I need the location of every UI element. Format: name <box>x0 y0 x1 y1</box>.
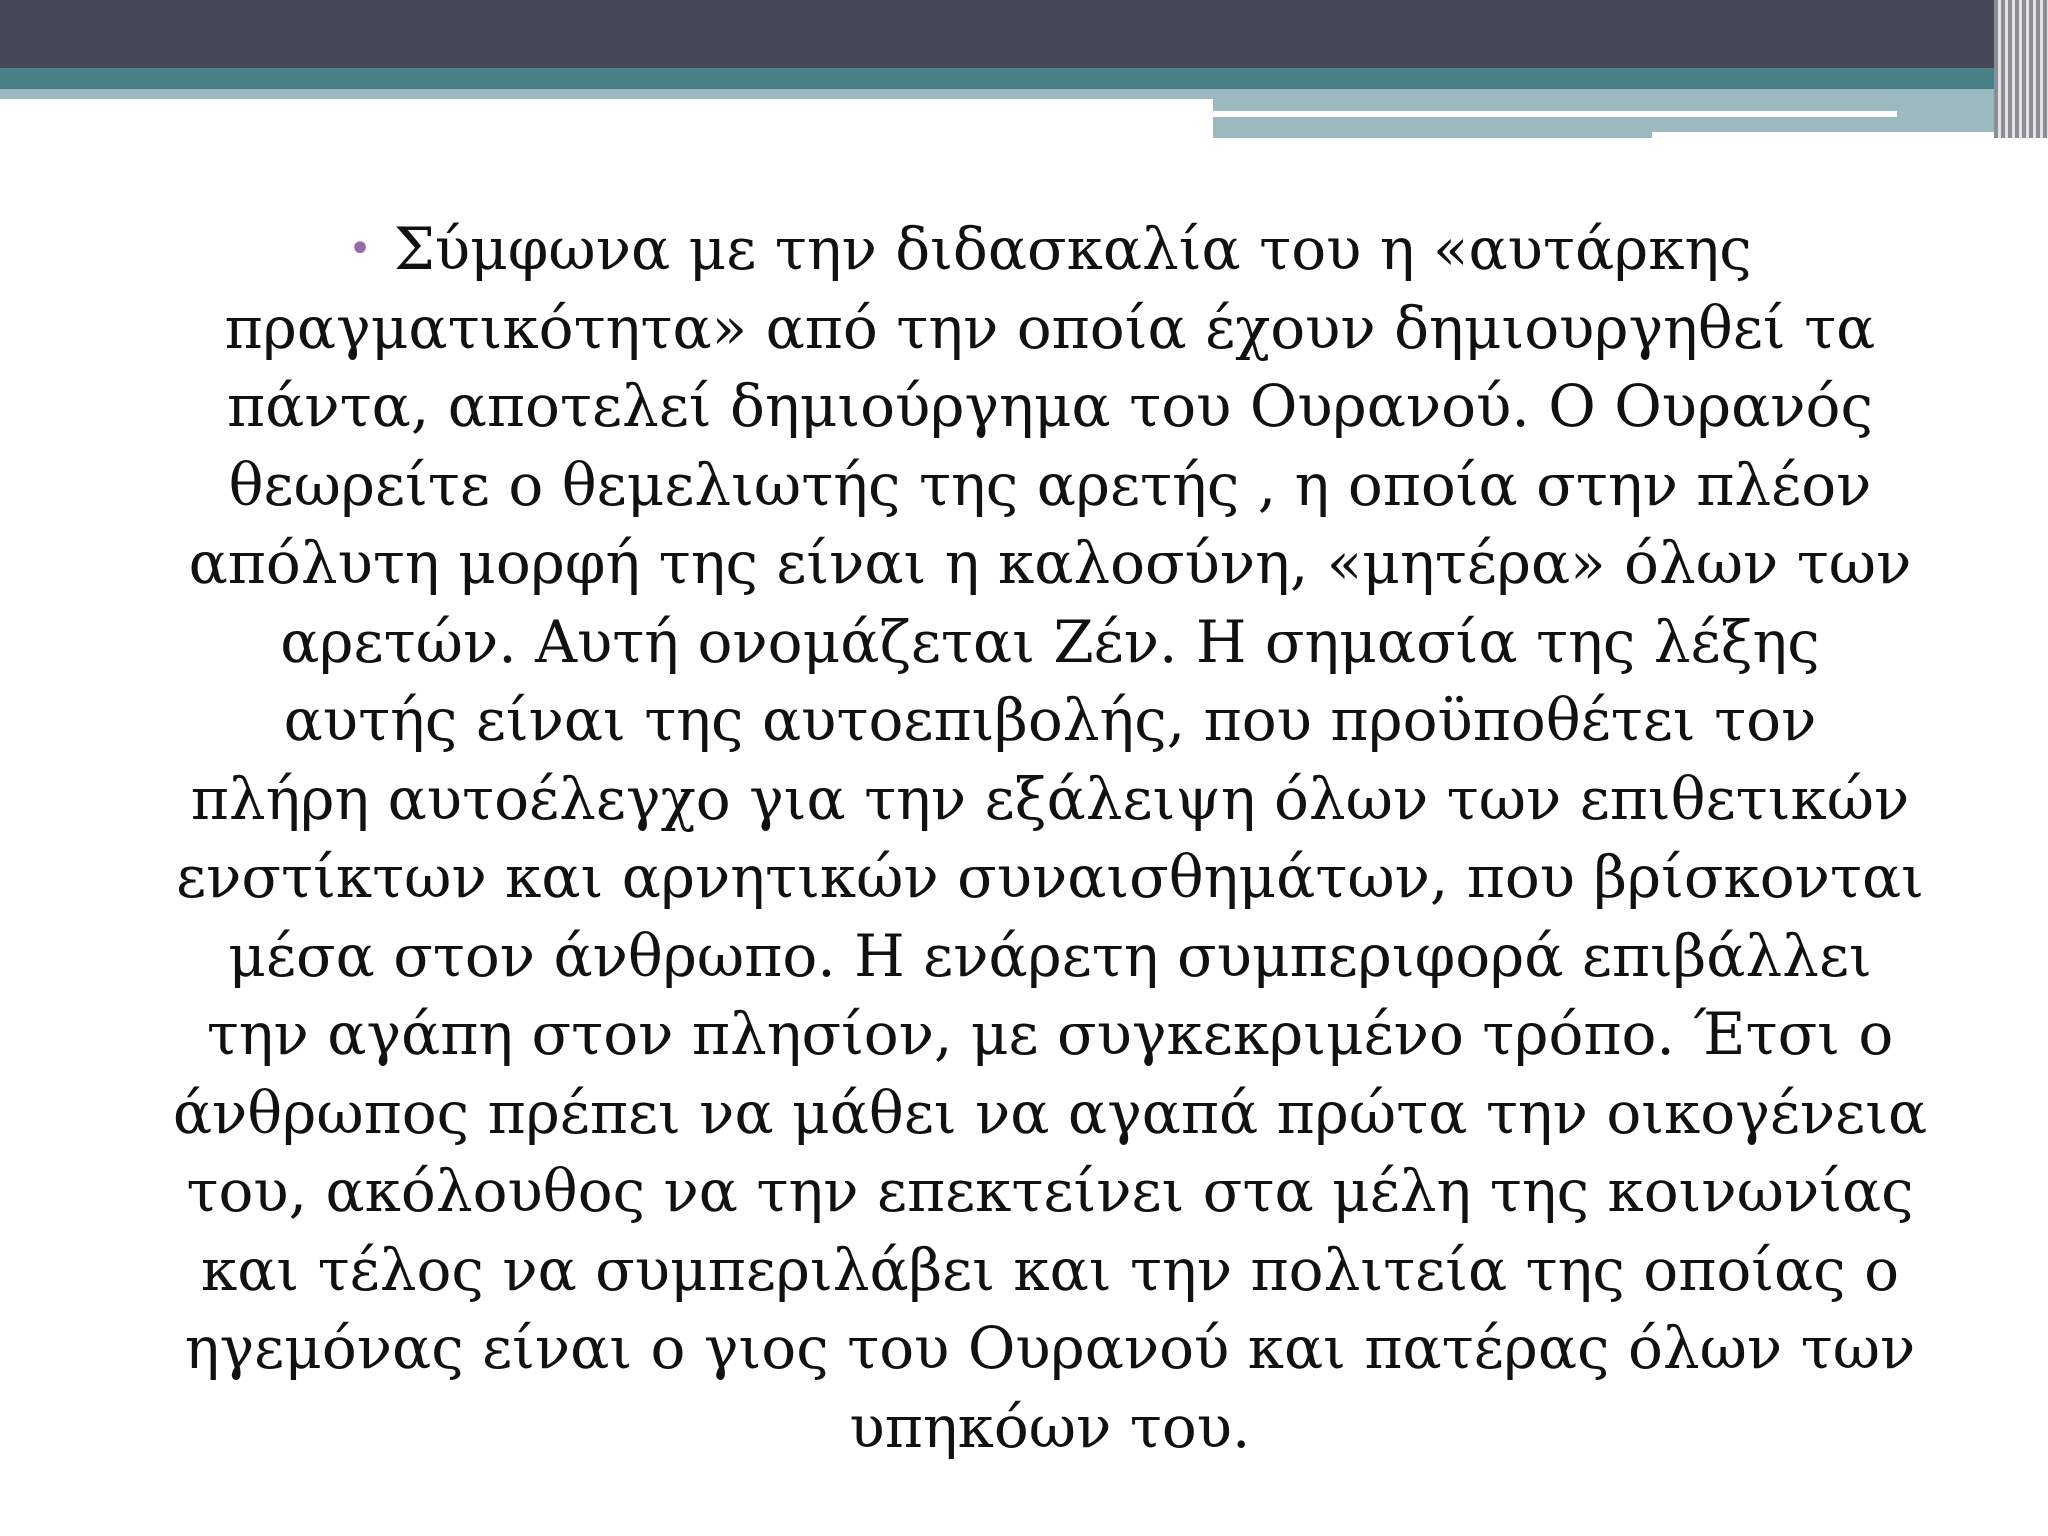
text-line-1 <box>160 210 1940 289</box>
slide-body-text <box>160 210 1940 1466</box>
text-line-9: ενστίκτων και αρνητικών συναισθημάτων, που βρίσκονται <box>176 843 1924 911</box>
text-line-16: υπηκόων του. <box>849 1392 1251 1461</box>
header-light-band-left <box>0 89 1213 99</box>
header-white-line <box>1213 111 1897 117</box>
text-line-15: ηγεμόνας είναι ο γιος του Ουρανού και πατέρας όλων των <box>184 1314 1916 1382</box>
header-teal-band <box>0 68 2048 89</box>
text-line-14: και τέλος να συμπεριλάβει και την πολιτεία της οποίας ο <box>200 1235 1900 1304</box>
text-line-6: αρετών. Αυτή ονομάζεται Ζέν. Η σημασία της λέξης <box>280 607 1820 676</box>
text-line-3: πάντα, αποτελεί δημιούργημα του Ουρανού. Ο Ουρανός <box>227 372 1873 440</box>
text-line-8: πλήρη αυτοέλεγχο για την εξάλειψη όλων των επιθετικών <box>190 764 1910 833</box>
header-vertical-stripes <box>1994 0 2048 138</box>
text-line-11: την αγάπη στον πλησίον, με συγκεκριμένο τρόπο. Έτσι ο <box>206 1000 1894 1068</box>
text-line-1-content: Σύμφωνα με την διδασκαλία του η «αυτάρκης <box>393 215 1752 283</box>
text-line-10: μέσα στον άνθρωπο. Η ενάρετη συμπεριφορά επιβάλλει <box>228 921 1872 990</box>
text-line-2: πραγματικότητα» από την οποία έχουν δημιουργηθεί τα <box>224 293 1876 362</box>
text-line-12: άνθρωπος πρέπει να μάθει να αγαπά πρώτα την οικογένεια <box>172 1078 1928 1147</box>
text-line-13: του, ακόλουθος να την επεκτείνει στα μέλη της κοινωνίας <box>186 1157 1914 1225</box>
text-line-4: θεωρείτε ο θεμελιωτής της αρετής , η οποία στην πλέον <box>228 450 1872 519</box>
header-dark-band <box>0 0 2048 68</box>
text-line-7: αυτής είναι της αυτοεπιβολής, που προϋποθέτει τον <box>283 686 1817 754</box>
bullet-icon: • <box>348 226 372 272</box>
text-line-5: απόλυτη μορφή της είναι η καλοσύνη, «μητέρα» όλων των <box>188 529 1912 597</box>
header-white-notch <box>1652 132 2048 138</box>
